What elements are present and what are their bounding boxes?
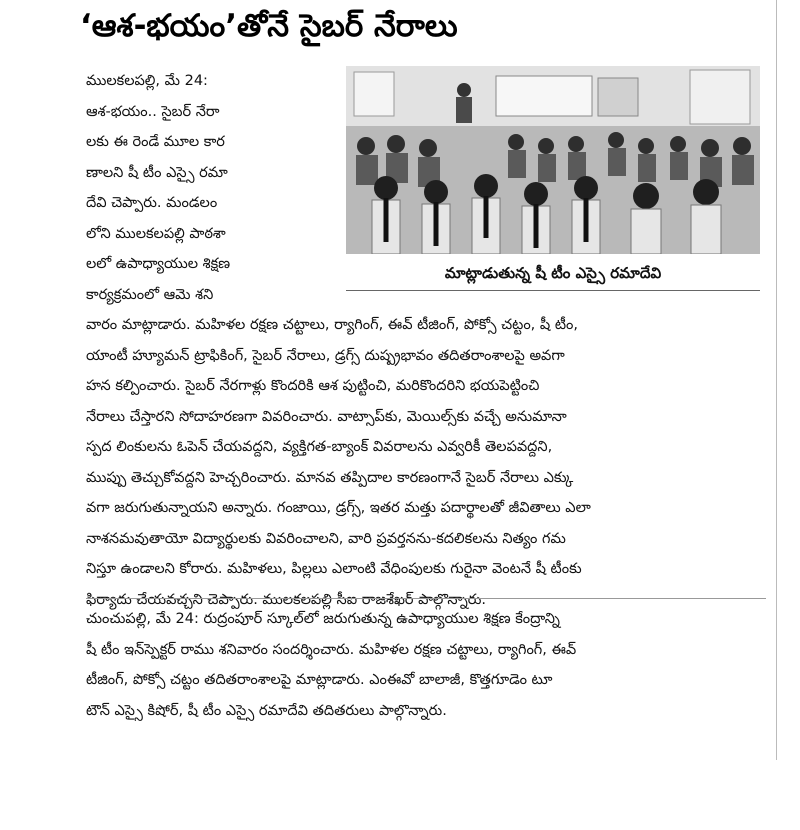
text-line: ణాలని షీ టీం ఎస్సై రమా (86, 164, 228, 181)
text-line: నేరాలు చేస్తారని సోదాహరణగా వివరించారు. వాట్సాప్‌కు, మెయిల్స్‌కు వచ్చే అనుమానా (86, 408, 567, 425)
text-line: లకు ఈ రెండే మూల కార (86, 134, 225, 150)
text-line: స్పద లింకులను ఓపెన్ చేయవద్దని, వ్యక్తిగత-బ్యాంక్ వివరాలను ఎవ్వరికీ తెలపవద్దని, (86, 439, 553, 455)
section-divider (86, 598, 766, 599)
text-line: నాశనమవుతాయో విద్యార్థులకు వివరించాలని, వారి ప్రవర్తనను-కదలికలను నిత్యం గమ (86, 530, 566, 547)
text-line: లోని ములకలపల్లి పాఠశా (86, 225, 226, 242)
photo-caption: మాట్లాడుతున్న షీ టీం ఎస్సై రమాదేవి (346, 256, 760, 291)
text-line: చుంచుపల్లి, మే 24: రుద్రంపూర్ స్కూల్‌లో జరుగుతున్న ఉపాధ్యాయుల శిక్షణ కేంద్రాన్ని (86, 611, 560, 627)
text-line: షీ టీం ఇన్‌స్పెక్టర్ రాము శనివారం సందర్శించారు. మహిళల రక్షణ చట్టాలు, ర్యాగింగ్, ఈవ్ (86, 641, 577, 658)
text-line: హన కల్పించారు. సైబర్ నేరగాళ్లు కొందరికి ఆశ పుట్టించి, మరికొందరిని భయపెట్టించి (86, 378, 540, 394)
text-line: ములకలపల్లి, మే 24: (86, 73, 208, 89)
text-line: టీజింగ్, పోక్సో చట్టం తదితరాంశాలపై మాట్లాడారు. ఎంఈవో బాలాజీ, కొత్తగూడెం టూ (86, 672, 553, 688)
text-line: నిస్తూ ఉండాలని కోరారు. మహిళలు, పిల్లలు ఎలాంటి వేధింపులకు గురైనా వెంటనే షీ టీంకు (86, 561, 582, 577)
text-line: ముప్పు తెచ్చుకోవద్దని హెచ్చరించారు. మానవ తప్పిదాల కారణంగానే సైబర్ నేరాలు ఎక్కు (86, 469, 574, 486)
article-body (86, 310, 766, 615)
article-intro-column (86, 66, 336, 310)
text-line: ఫిర్యాదు చేయవచ్చని చెప్పారు. ములకలపల్లి సీఐ రాజశేఖర్ పాల్గొన్నారు. (86, 591, 486, 608)
news-photo (346, 66, 760, 254)
text-line: ఆశ-భయం.. సైబర్ నేరా (86, 103, 220, 120)
article-headline: ‘ఆశ-భయం’తోనే సైబర్ నేరాలు (80, 8, 458, 44)
article-second-story (86, 604, 766, 726)
column-border (776, 0, 777, 760)
text-line: దేవి చెప్పారు. మండలం (86, 195, 218, 211)
text-line: యాంటీ హ్యూమన్ ట్రాఫికింగ్, సైబర్ నేరాలు, డ్రగ్స్ దుష్ప్రభావం తదితరాంశాలపై అవగా (86, 347, 565, 364)
text-line: కార్యక్రమంలో ఆమె శని (86, 286, 214, 303)
text-line: టౌన్ ఎస్సై కిషోర్, షీ టీం ఎస్సై రమాదేవి తదితరులు పాల్గొన్నారు. (86, 702, 447, 719)
text-line: లలో ఉపాధ్యాయుల శిక్షణ (86, 256, 231, 272)
text-line: వగా జరుగుతున్నాయని అన్నారు. గంజాయి, డ్రగ్స్, ఇతర మత్తు పదార్థాలతో జీవితాలు ఎలా (86, 500, 591, 516)
text-line: వారం మాట్లాడారు. మహిళల రక్షణ చట్టాలు, ర్యాగింగ్, ఈవ్ టీజింగ్, పోక్సో చట్టం, షీ టీం, (86, 317, 578, 333)
